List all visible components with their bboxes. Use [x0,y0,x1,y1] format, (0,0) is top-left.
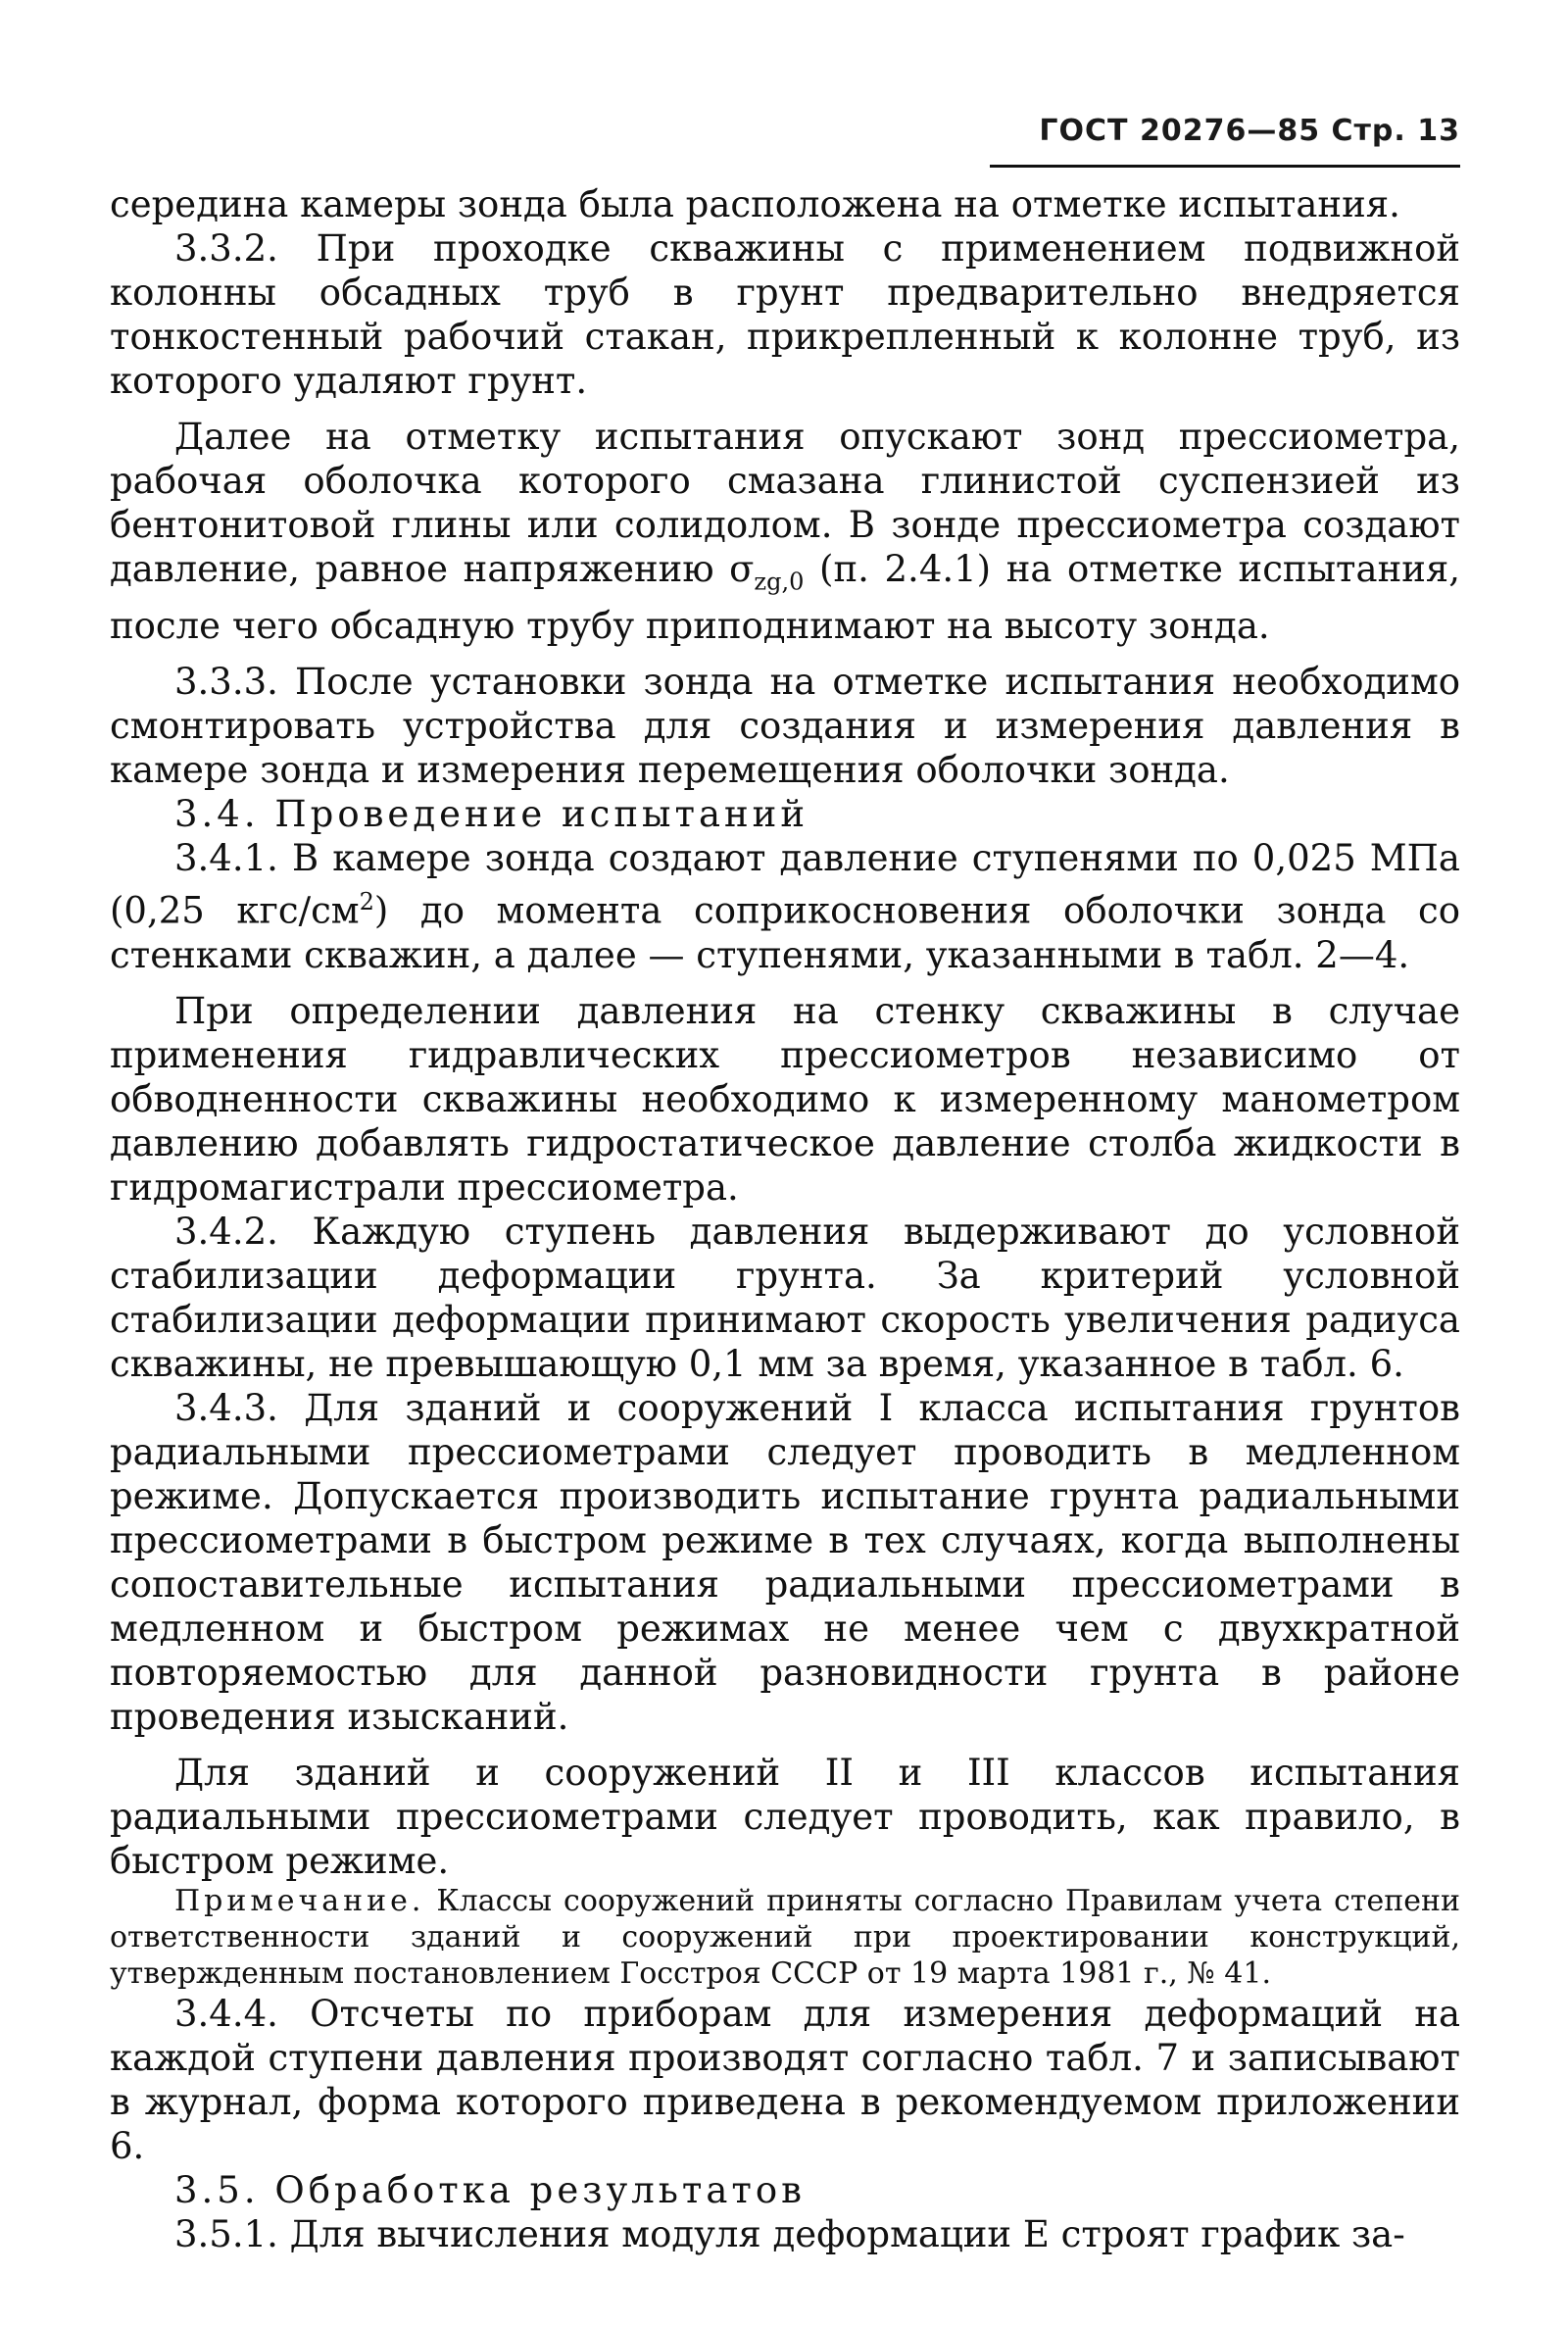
note-label: Примечание. [174,1883,425,1918]
paragraph-text: (п. 2.4.1) на отметке испытания, после чего обсадную трубу приподнимают на высоту зонда. [110,548,1460,648]
paragraph-3-3-2: 3.3.2. При проходке скважины с применением подвижной колонны обсадных труб в грунт предварительно внедряется тонкостенный рабочий стакан, прикрепленный к колонне труб, из которого удаляют грунт. [110,227,1460,402]
paragraph-3-4-4: 3.4.4. Отсчеты по приборам для измерения деформаций на каждой ступени давления производят согласно табл. 7 и записывают в журнал, форма которого приведена в рекомендуемом приложении 6. [110,1992,1460,2167]
section-heading-3-5: 3.5. Обработка результатов [174,2168,806,2211]
paragraph-text: 3.4.1. В камере зонда создают давление ступенями по 0,025 МПа (0,25 кгс/см [110,837,1460,932]
document-body [110,182,1460,2256]
paragraph-3-4-2: 3.4.2. Каждую ступень давления выдерживают до условной стабилизации деформации грунта. За критерий условной стабилизации деформации принимают скорость увеличения радиуса скважины, не превышающую 0,1 мм за время, указанное в табл. 6. [110,1210,1460,1385]
unit-superscript: 2 [359,888,374,916]
standard-number: ГОСТ 20276—85 [1039,114,1321,148]
page-number: Стр. 13 [1331,114,1460,148]
note-text: Классы сооружений приняты согласно Правилам учета степени ответственности зданий и сооружений при проектировании конструкций, утвержденным постановлением Госстроя СССР от 19 марта 1981 г., № 41. [110,1883,1460,1991]
section-heading-3-4: 3.4. Проведение испытаний [174,793,808,836]
paragraph-3-5-1: 3.5.1. Для вычисления модуля деформации E строят график за- [174,2212,1405,2255]
paragraph-hydraulic: При определении давления на стенку скважины в случае применения гидравлических прессиометров независимо от обводненности скважины необходимо к измеренному манометром давлению добавлять гидростатическое давление столба жидкости в гидромагистрали прессиометра. [110,989,1460,1209]
paragraph-3-3-3: 3.3.3. После установки зонда на отметке испытания необходимо смонтировать устройства для создания и измерения давления в камере зонда и измерения перемещения оболочки зонда. [110,661,1460,792]
paragraph-probe-lowering [110,415,1460,648]
paragraph-continuation: середина камеры зонда была расположена на отметке испытания. [110,183,1400,225]
paragraph-text: ) до момента соприкосновения оболочки зонда со стенками скважин, а далее — ступенями, указанными в табл. 2—4. [110,889,1461,976]
paragraph-3-4-1 [110,836,1460,976]
paragraph-3-4-3: 3.4.3. Для зданий и сооружений I класса испытания грунтов радиальными прессиометрами следует проводить в медленном режиме. Допускается производить испытание грунта радиальными прессиометрами в быстром режиме в тех случаях, когда выполнены сопоставительные испытания радиальными прессиометрами в медленном и быстром режимах не менее чем с двухкратной повторяемостью для данной разновидности грунта в районе проведения изысканий. [110,1386,1460,1738]
paragraph-class-2-3: Для зданий и сооружений II и III классов испытания радиальными прессиометрами следует проводить, как правило, в быстром режиме. [110,1751,1460,1882]
paragraph-text: Далее на отметку испытания опускают зонд прессиометра, рабочая оболочка которого смазана глинистой суспензией из бентонитовой глины или солидолом. В зонде прессиометра создают давление, равное напряжению σ [110,416,1460,590]
header-rule [990,165,1460,168]
page-header [1000,114,1460,148]
note [110,1883,1460,1992]
stress-subscript: zg,0 [754,568,805,596]
